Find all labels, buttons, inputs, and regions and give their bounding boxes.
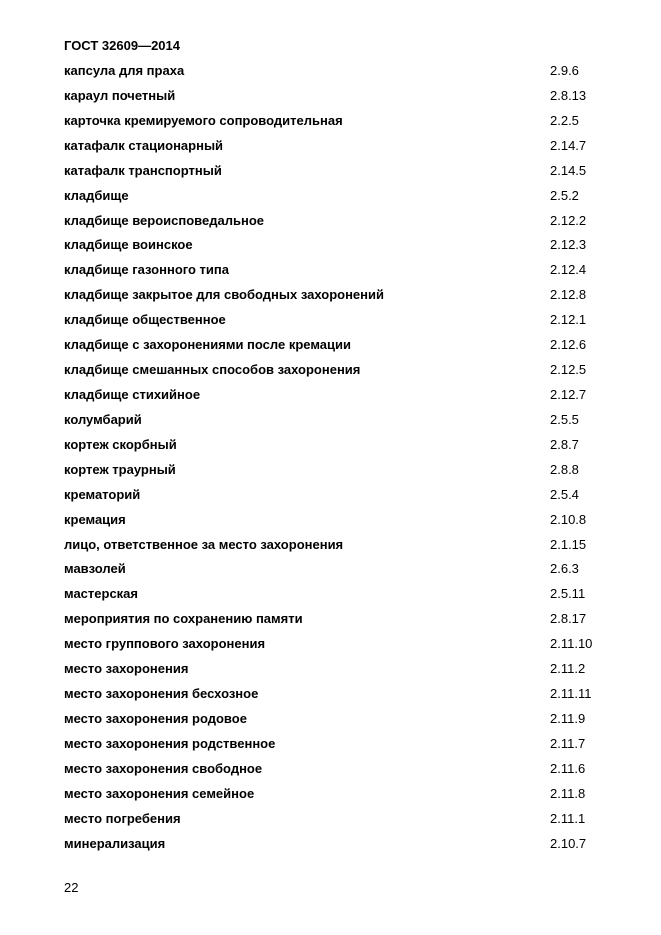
index-entry [64,433,624,458]
index-section-ref: 2.8.7 [550,436,579,452]
index-entry [64,582,624,607]
index-term: крематорий [64,486,141,502]
index-entry [64,632,624,657]
index-entry [64,358,624,383]
index-entry [64,657,624,682]
index-term: карточка кремируемого сопроводительная [64,112,343,128]
index-term: лицо, ответственное за место захоронения [64,536,344,552]
index-term: место захоронения [64,661,189,677]
index-term: место захоронения бесхозное [64,686,259,702]
index-entry [64,159,624,184]
index-section-ref: 2.12.8 [550,287,587,303]
index-section-ref: 2.5.2 [550,187,579,203]
index-section-ref: 2.11.1 [550,810,586,826]
index-section-ref: 2.2.5 [550,112,579,128]
index-entry [64,757,624,782]
index-section-ref: 2.10.7 [550,835,587,851]
index-entry [64,134,624,159]
index-entry [64,732,624,757]
index-term: кладбище стихийное [64,386,201,402]
index-term: кладбище [64,187,129,203]
index-section-ref: 2.8.17 [550,611,587,627]
index-entry [64,483,624,508]
index-entry [64,408,624,433]
index-section-ref: 2.12.2 [550,212,587,228]
index-term: место погребения [64,810,181,826]
index-section-ref: 2.12.3 [550,237,587,253]
index-term: кладбище газонного типа [64,262,230,278]
index-section-ref: 2.5.11 [550,586,586,602]
index-section-ref: 2.11.7 [550,735,586,751]
index-entry [64,233,624,258]
index-entry [64,458,624,483]
index-term: кладбище смешанных способов захоронения [64,362,361,378]
index-section-ref: 2.6.3 [550,561,579,577]
alphabetical-index [64,59,624,857]
index-term: кортеж скорбный [64,436,177,452]
index-entry [64,533,624,558]
page-number: 22 [64,880,79,895]
index-term: капсула для праха [64,63,185,78]
document-header [64,38,180,53]
index-entry [64,283,624,308]
index-section-ref: 2.5.5 [550,411,579,427]
index-section-ref: 2.8.8 [550,461,579,477]
index-term: место захоронения семейное [64,785,255,801]
index-entry [64,184,624,209]
index-section-ref: 2.14.5 [550,162,587,178]
index-section-ref: 2.12.5 [550,362,587,378]
index-term: мероприятия по сохранению памяти [64,611,303,627]
index-term: место захоронения родственное [64,735,276,751]
index-term: катафалк транспортный [64,162,222,178]
index-section-ref: 2.12.6 [550,337,587,353]
index-section-ref: 2.14.7 [550,137,587,153]
index-entry [64,707,624,732]
index-term: караул почетный [64,87,176,103]
index-section-ref: 2.11.9 [550,710,586,726]
index-term: колумбарий [64,411,142,427]
index-section-ref: 2.11.8 [550,785,586,801]
index-term: мавзолей [64,561,126,577]
index-section-ref: 2.10.8 [550,511,587,527]
index-section-ref: 2.9.6 [550,63,579,78]
index-term: кортеж траурный [64,461,176,477]
index-term: место группового захоронения [64,636,266,652]
index-section-ref: 2.11.2 [550,661,586,677]
index-term: кладбище с захоронениями после кремации [64,337,351,353]
index-entry [64,109,624,134]
index-section-ref: 2.12.1 [550,312,587,328]
index-section-ref: 2.8.13 [550,87,587,103]
index-entry [64,807,624,832]
index-section-ref: 2.11.10 [550,636,593,652]
index-entry [64,557,624,582]
index-section-ref: 2.11.11 [550,686,592,702]
index-term: кладбище вероисповедальное [64,212,264,228]
index-term: кладбище закрытое для свободных захоронений [64,287,384,303]
index-term: мастерская [64,586,138,602]
standard-designation: ГОСТ 32609—2014 [64,38,180,53]
index-section-ref: 2.12.4 [550,262,587,278]
index-entry [64,508,624,533]
index-section-ref: 2.1.15 [550,536,587,552]
index-entry [64,607,624,632]
index-term: место захоронения свободное [64,760,263,776]
index-term: катафалк стационарный [64,137,224,153]
index-term: минерализация [64,835,166,851]
index-entry [64,782,624,807]
index-entry [64,832,624,857]
index-entry [64,59,624,84]
index-entry [64,209,624,234]
index-entry [64,682,624,707]
index-section-ref: 2.5.4 [550,486,579,502]
index-entry [64,333,624,358]
index-term: кладбище воинское [64,237,193,253]
index-term: кремация [64,511,126,527]
index-section-ref: 2.12.7 [550,386,587,402]
index-section-ref: 2.11.6 [550,760,586,776]
index-term: место захоронения родовое [64,710,247,726]
index-entry [64,258,624,283]
index-term: кладбище общественное [64,312,226,328]
index-entry [64,308,624,333]
index-entry [64,84,624,109]
index-entry [64,383,624,408]
